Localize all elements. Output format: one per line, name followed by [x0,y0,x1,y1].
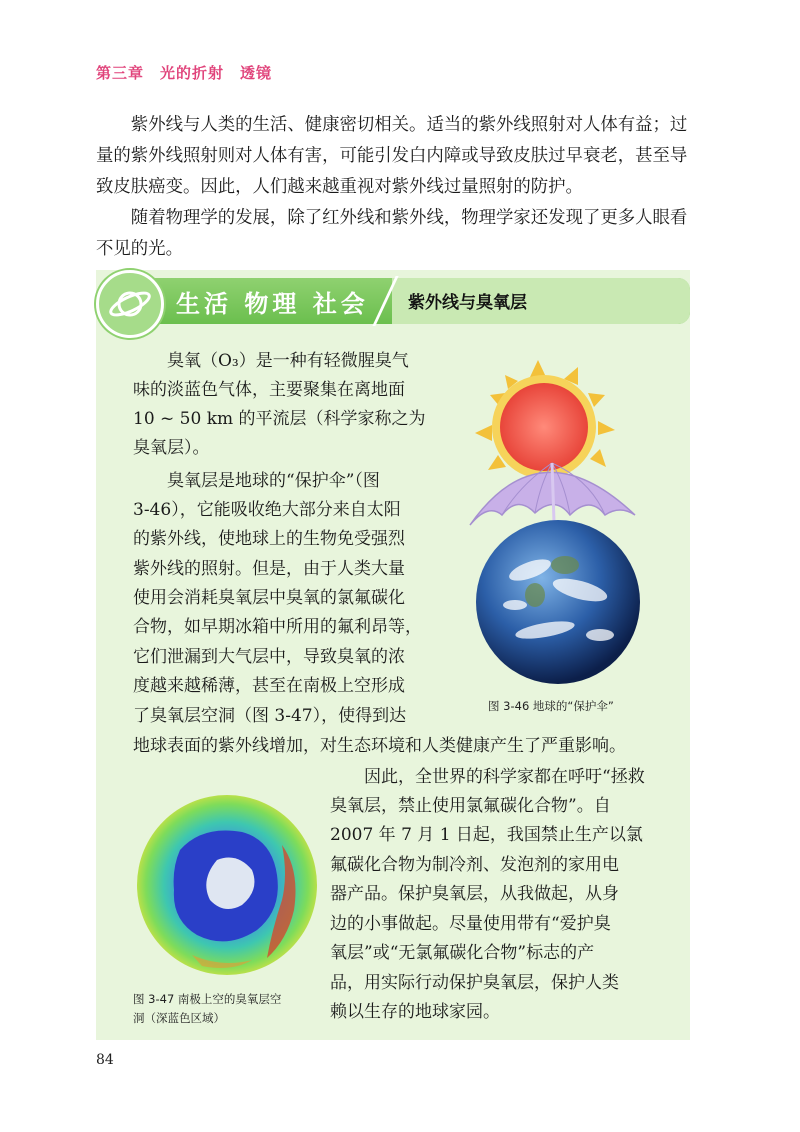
paragraph-uv-health: 紫外线与人类的生活、健康密切相关。适当的紫外线照射对人体有益；过量的紫外线照射则对人体有害，可能引发白内障或导致皮肤过早衰老，甚至导致皮肤癌变。因此，人们越来越重视对紫外线过量照射的防护。 [96,115,688,197]
figure-3-47-caption-line1: 图 3-47 南极上空的臭氧层空 [133,992,282,1006]
text-line: 2007 年 7 月 1 日起，我国禁止生产以氯 [330,825,643,845]
text-line: 了臭氧层空洞（图 3-47），使得到达 [133,706,407,726]
paragraph-invisible-light: 随着物理学的发展，除了红外线和紫外线，物理学家还发现了更多人眼看不见的光。 [96,208,688,259]
text-line: 品，用实际行动保护臭氧层，保护人类 [330,973,619,993]
text-line: 臭氧（O₃）是一种有轻微腥臭气 [167,351,409,371]
text-line: 使用会消耗臭氧层中臭氧的氯氟碳化 [133,588,405,608]
text-line: 3-46），它能吸收绝大部分来自太阳 [133,500,401,520]
chapter-header: 第三章 光的折射 透镜 [96,64,273,82]
text-line: 因此，全世界的科学家都在呼吁“拯救 [364,767,645,787]
text-line: 味的淡蓝色气体，主要聚集在离地面 [133,380,405,400]
earth-umbrella-illustration [460,355,660,685]
text-line: 赖以生存的地球家园。 [330,1002,500,1022]
text-line: 器产品。保护臭氧层，从我做起，从身 [330,884,619,904]
text-line: 地球表面的紫外线增加，对生态环境和人类健康产生了严重影响。 [133,736,626,756]
banner-subtitle: 紫外线与臭氧层 [408,293,527,313]
text-line: 臭氧层是地球的“保护伞”（图 [167,471,380,491]
text-line: 合物，如早期冰箱中所用的氟利昂等， [133,617,422,637]
text-line: 臭氧层）。 [133,438,210,458]
planet-icon [96,270,164,338]
text-line: 氧层”或“无氯氟碳化合物”标志的产 [330,943,595,963]
figure-3-47 [132,790,322,980]
text-line: 紫外线的照射。但是，由于人类大量 [133,559,405,579]
figure-3-46-caption: 图 3-46 地球的“保护伞” [488,699,614,713]
text-line: 它们泄漏到大气层中，导致臭氧的浓 [133,647,405,667]
text-line: 臭氧层，禁止使用氯氟碳化合物”。自 [330,796,611,816]
text-line: 10 ~ 50 km 的平流层（科学家称之为 [133,409,426,429]
ozone-hole-map [132,790,322,980]
section-banner [96,278,690,324]
page-number: 84 [96,1052,114,1068]
text-line: 度越来越稀薄，甚至在南极上空形成 [133,676,405,696]
text-line: 边的小事做起。尽量使用带有“爱护臭 [330,914,611,934]
text-line: 氟碳化合物为制冷剂、发泡剂的家用电 [330,855,619,875]
figure-3-47-caption-line2: 洞（深蓝色区域） [133,1011,225,1025]
figure-3-46 [460,355,660,685]
banner-title: 生活 物理 社会 [176,290,369,318]
text-line: 的紫外线，使地球上的生物免受强烈 [133,529,405,549]
